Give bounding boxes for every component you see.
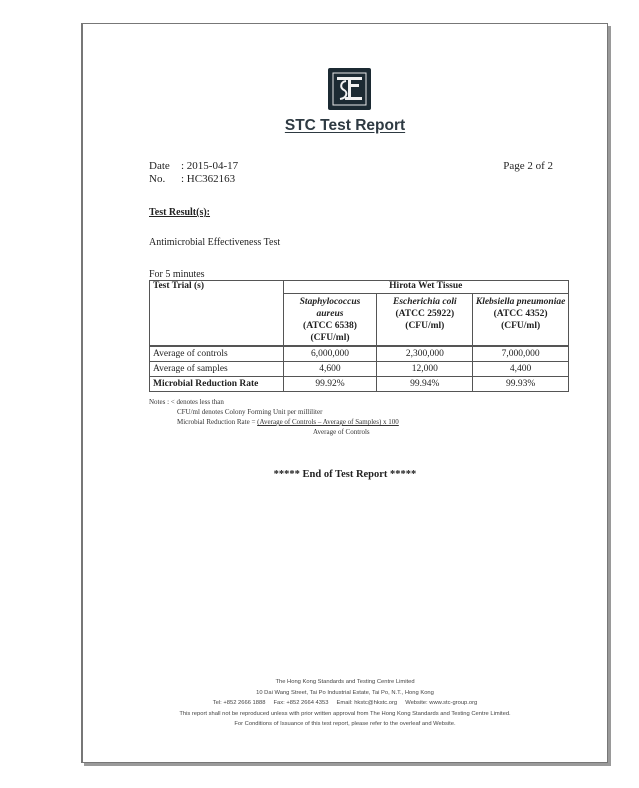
test-name: Antimicrobial Effectiveness Test xyxy=(149,237,281,248)
cell-value: 4,400 xyxy=(473,361,569,376)
corner-header: Test Trial (s) xyxy=(150,281,284,347)
results-heading: Test Result(s): xyxy=(149,207,211,218)
footer-disclaimer: This report shall not be reproduced unless with prior written approval from The Hong Kong Standards and Testing Centre Limited. xyxy=(179,710,511,717)
formula xyxy=(149,417,399,427)
footer-company: The Hong Kong Standards and Testing Centre Limited xyxy=(275,679,415,685)
organism-strain: (ATCC 4352) xyxy=(493,309,548,319)
organism-name: Staphylococcus xyxy=(299,297,361,307)
stc-logo xyxy=(328,68,371,110)
report-title-text: STC Test Report xyxy=(284,117,406,134)
organism-strain: (ATCC 6538) xyxy=(303,321,357,331)
organism-unit: (CFU/ml) xyxy=(310,333,350,343)
stc-logo-icon xyxy=(328,68,371,110)
date-label: Date xyxy=(149,160,170,172)
table-row xyxy=(150,346,569,361)
organism-header xyxy=(473,294,569,347)
table-row xyxy=(150,376,569,391)
footer-conditions: For Conditions of Issuance of this test report, please refer to the overleaf and Website. xyxy=(234,721,456,727)
formula-denominator: Average of Controls xyxy=(313,428,370,436)
organism-name: Klebsiella pneumoniae xyxy=(475,297,566,307)
organism-header xyxy=(377,294,473,347)
report-no-label: No. xyxy=(149,173,166,185)
results-table xyxy=(149,280,569,392)
organism-name-cont: aureus xyxy=(316,309,344,319)
test-duration: For 5 minutes xyxy=(149,269,205,280)
report-title xyxy=(83,117,607,135)
row-label: Microbial Reduction Rate xyxy=(150,376,284,391)
organism-header xyxy=(283,294,377,347)
organism-unit: (CFU/ml) xyxy=(405,321,445,331)
table-row xyxy=(150,361,569,376)
cell-value: 99.93% xyxy=(473,376,569,391)
cell-value: 4,600 xyxy=(283,361,377,376)
footer-address: 10 Dai Wang Street, Tai Po Industrial Estate, Tai Po, N.T., Hong Kong xyxy=(256,689,434,696)
organism-unit: (CFU/ml) xyxy=(501,321,541,331)
report-meta xyxy=(149,160,238,186)
cell-value: 7,000,000 xyxy=(473,346,569,361)
note-line: Notes : < denotes less than xyxy=(149,398,224,406)
group-header: Hirota Wet Tissue xyxy=(283,281,568,294)
date-value: : 2015-04-17 xyxy=(181,160,239,172)
formula-label: Microbial Reduction Rate = xyxy=(177,418,258,426)
report-page xyxy=(81,23,608,763)
row-label: Average of controls xyxy=(150,346,284,361)
cell-value: 2,300,000 xyxy=(377,346,473,361)
row-label: Average of samples xyxy=(150,361,284,376)
note-line: CFU/ml denotes Colony Forming Unit per milliliter xyxy=(177,408,323,416)
cell-value: 12,000 xyxy=(377,361,473,376)
formula-numerator: (Average of Controls – Average of Samples) x 100 xyxy=(257,418,399,426)
organism-name: Escherichia coli xyxy=(393,297,457,307)
footer-contact: Tel: +852 2666 1888 Fax: +852 2664 4353 Email: hkstc@hkstc.org Website: www.stc-group.org xyxy=(212,700,478,706)
cell-value: 99.92% xyxy=(283,376,377,391)
report-no-value: : HC362163 xyxy=(181,173,236,185)
cell-value: 99.94% xyxy=(377,376,473,391)
footer xyxy=(83,677,607,730)
notes xyxy=(149,397,399,437)
end-of-report: ***** End of Test Report ***** xyxy=(273,469,417,480)
page-number: Page 2 of 2 xyxy=(503,160,553,172)
cell-value: 6,000,000 xyxy=(283,346,377,361)
organism-strain: (ATCC 25922) xyxy=(395,309,455,319)
